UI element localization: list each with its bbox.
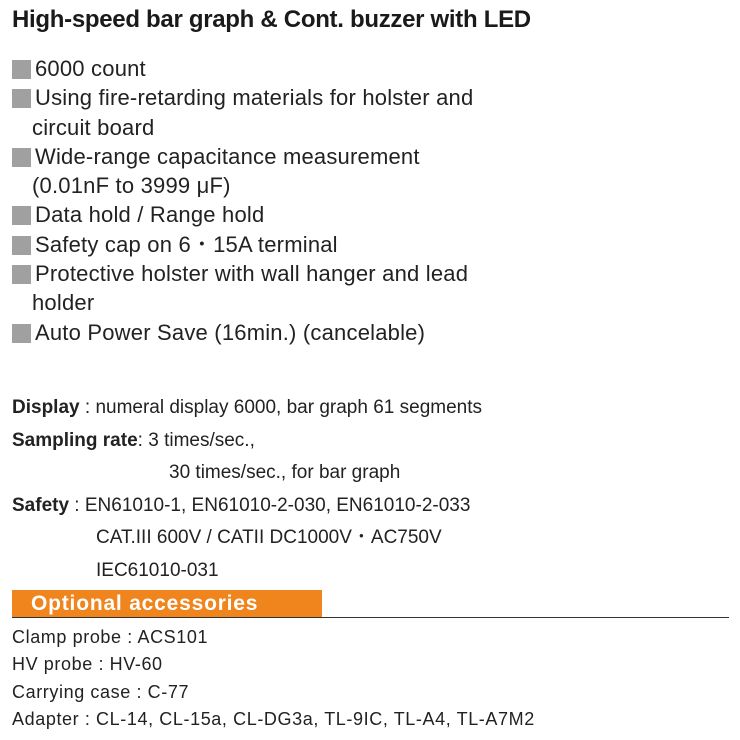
spec-separator: : [137, 429, 149, 451]
feature-list [12, 54, 712, 347]
square-bullet-icon [12, 89, 31, 108]
spec-value: numeral display 6000, bar graph 61 segments [95, 397, 483, 418]
feature-text-continued: circuit board [32, 114, 155, 140]
feature-text: Using fire-retarding materials for holster and [35, 85, 474, 111]
feature-item [12, 230, 712, 259]
feature-item [12, 200, 712, 229]
page-title: High-speed bar graph & Cont. buzzer with LED [12, 6, 531, 33]
square-bullet-icon [12, 265, 31, 284]
spec-list [12, 392, 482, 587]
feature-text: 6000 count [35, 56, 146, 81]
feature-text: Auto Power Save (16min.) (cancelable) [35, 319, 426, 345]
feature-text: Safety cap on 6・15A terminal [35, 231, 338, 257]
square-bullet-icon [12, 324, 31, 343]
spec-safety [12, 490, 482, 523]
spec-sampling-rate-continued [12, 457, 482, 490]
square-bullet-icon [12, 60, 31, 79]
feature-text: Wide-range capacitance measurement [35, 143, 420, 169]
spec-safety-continued [12, 555, 482, 588]
feature-text-continued: holder [32, 290, 95, 316]
accessory-item: HV probe : HV-60 [12, 654, 163, 675]
spec-label: Safety [12, 494, 70, 516]
feature-text-continued: (0.01nF to 3999 μF) [32, 173, 231, 199]
feature-item [12, 259, 712, 318]
accessory-item: Carrying case : C-77 [12, 681, 190, 702]
spec-separator: : [79, 397, 96, 418]
feature-item [12, 142, 712, 201]
accessories-divider [12, 617, 729, 618]
feature-item [12, 83, 712, 142]
feature-item [12, 318, 712, 347]
spec-separator: : [69, 494, 85, 516]
square-bullet-icon [12, 236, 31, 255]
feature-text: Data hold / Range hold [35, 202, 265, 228]
spec-value: EN61010-1, EN61010-2-030, EN61010-2-033 [84, 494, 471, 516]
spec-safety-continued [12, 522, 482, 555]
spec-label: Sampling rate [12, 429, 138, 451]
square-bullet-icon [12, 148, 31, 167]
accessories-list [12, 624, 535, 733]
spec-display [12, 392, 482, 425]
spec-value: IEC61010-031 [96, 559, 219, 581]
spec-value: 30 times/sec., for bar graph [169, 462, 401, 483]
accessories-header: Optional accessories [12, 590, 322, 618]
square-bullet-icon [12, 206, 31, 225]
spec-label: Display [12, 397, 80, 418]
spec-value: CAT.III 600V / CATII DC1000V・AC750V [96, 527, 442, 548]
accessory-item: Adapter : CL-14, CL-15a, CL-DG3a, TL-9IC, TL-A4, TL-A7M2 [12, 708, 535, 729]
accessory-item: Clamp probe : ACS101 [12, 627, 209, 647]
feature-text: Protective holster with wall hanger and lead [35, 261, 469, 287]
spec-value: 3 times/sec., [148, 429, 255, 451]
spec-sampling-rate [12, 425, 482, 458]
feature-item [12, 54, 712, 83]
